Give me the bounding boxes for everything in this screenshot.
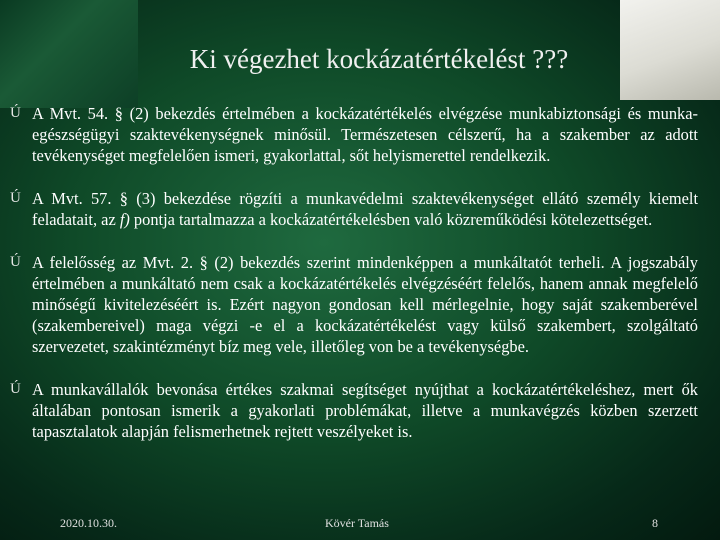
bullet-text: [32, 188, 698, 230]
bullet-list: [10, 103, 698, 464]
footer-date: 2020.10.30.: [60, 516, 117, 530]
bullet-text-emphasis: f): [119, 210, 130, 229]
list-item: [10, 252, 698, 357]
decorative-logo-image: [0, 0, 138, 108]
list-item: [10, 103, 698, 166]
footer-page-number: 8: [652, 516, 658, 530]
bullet-text-part: pontja tartalmazza a kockázatértékelésben való közreműködési kötelezettséget.: [129, 210, 653, 229]
checkmark-arrow-icon: Ú: [10, 105, 21, 121]
list-item: [10, 188, 698, 230]
checkmark-arrow-icon: Ú: [10, 190, 21, 206]
checkmark-arrow-icon: Ú: [10, 254, 21, 270]
slide-title: Ki végezhet kockázatértékelést ???: [189, 44, 569, 74]
photo-man-on-phone: [620, 0, 720, 100]
footer-author: Kövér Tamás: [325, 516, 389, 530]
bullet-text: A munkavállalók bevonása értékes szakmai segítséget nyújthat a kockázatértékeléshez, mert ők általában pontosan ismerik a gyakorlati problémákat, illetve a munkavégzés közben szerzett tapasztalatok alapján felismerhetnek rejtett veszélyeket is.: [32, 380, 698, 441]
list-item: [10, 379, 698, 442]
bullet-text: A Mvt. 54. § (2) bekezdés értelmében a kockázatértékelés elvégzése munkabiztonsági és munka-egészségügyi szaktevékenységnek minősül. Természetesen célszerű, ha a szakember az adott tevékenységet megfelelően ismeri, gyakorlattal, sőt helyismerettel rendelkezik.: [32, 104, 698, 165]
bullet-text: A felelősség az Mvt. 2. § (2) bekezdés szerint mindenképpen a munkáltatót terheli. A jogszabály értelmében a munkáltató nem csak a kockázatértékelés elvégzéséért felelős, hanem annak megfelelő minőségű kivitelezéséért is. Ezért nagyon gondosan kell mérlegelnie, hogy saját szakemberével (szakembereivel) maga végzi -e el a kockázatértékelést vagy külső szakembert, szolgáltató szervezetet, szakintézményt bíz meg vele, illetőleg von be a tevékenységbe.: [32, 253, 698, 356]
bullet-text-part: A Mvt. 57. § (3) bekezdése rögzíti a munkavédelmi szaktevékenységet ellátó személy kiemelt feladatait, az: [32, 189, 698, 229]
checkmark-arrow-icon: Ú: [10, 381, 21, 397]
